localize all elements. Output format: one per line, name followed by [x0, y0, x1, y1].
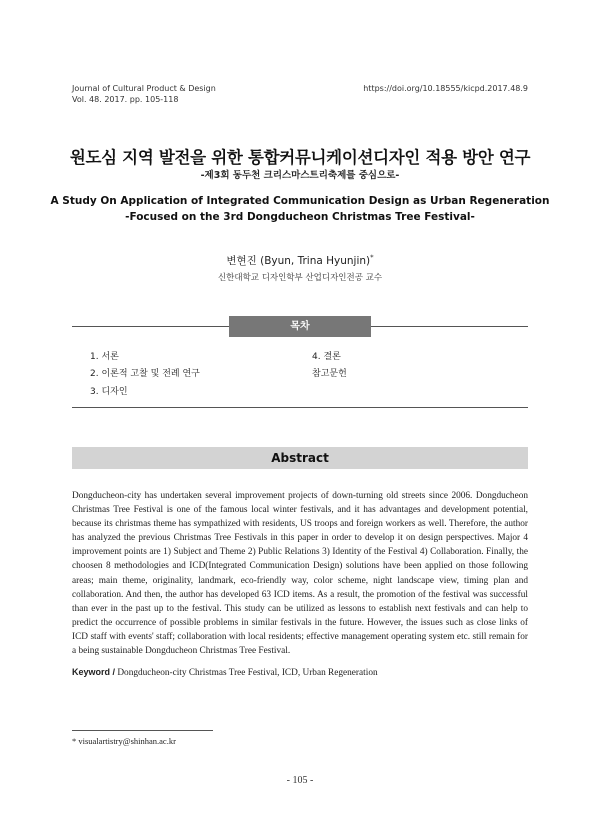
page-number: - 105 - — [286, 775, 314, 786]
abstract-heading: Abstract — [72, 447, 528, 469]
journal-name: Journal of Cultural Product & Design — [72, 84, 216, 93]
table-of-contents — [72, 326, 528, 408]
toc-item: 3. 디자인 — [90, 387, 128, 397]
author-line — [0, 253, 600, 268]
toc-item: 4. 결론 — [312, 352, 341, 362]
toc-item: 참고문헌 — [312, 369, 347, 379]
toc-item: 1. 서론 — [90, 352, 119, 362]
paper-subtitle-korean: -제3회 동두천 크리스마스트리축제를 중심으로- — [200, 170, 400, 181]
paper-subtitle-english: -Focused on the 3rd Dongducheon Christmas Tree Festival- — [125, 211, 475, 223]
footnote-divider — [72, 730, 213, 731]
journal-volume: Vol. 48. 2017. pp. 105-118 — [72, 95, 179, 104]
paper-title-korean: 원도심 지역 발전을 위한 통합커뮤니케이션디자인 적용 방안 연구 — [69, 148, 531, 167]
author-email-footnote: * visualartistry@shinhan.ac.kr — [72, 736, 176, 746]
abstract-body: Dongducheon-city has undertaken several improvement projects of down-turning old streets since 2006. Dongducheon Christmas Tree Festival is one of the famous local winter festivals, and it has advantages and development potential, because its christmas theme has sympathized with residents, US troops and foreign workers as well. Therefore, the author has analyzed the previous Christmas Tree Festivals in this paper in order to develop it on design perspectives. Major 4 improvement points are 1) Subject and Theme 2) Public Relations 3) Identity of the Festival 4) Collaboration. Finally, the choosen 8 methodologies and ICD(Integrated Communication Design) solutions have been applied on those following areas; main theme, originality, landmark, eco-friendly way, color scheme, night landscape view, timing plan and collaboration. And then, the author has developed 63 ICD items. As a result, the promotion of the festival was successful than ever in the past up to the festival. This study can be utilized as lessons to establish next festivals and can help to predict the occurrence of possible problems in similar festivals in the future. However, the issues such as close links of ICD staff with events' staff; collaboration with local residents; effective management operating system etc. still remain for a being sustainable Dongducheon Christmas Tree Festival. — [72, 491, 528, 657]
toc-title: 목차 — [229, 316, 371, 337]
keyword-line — [72, 667, 528, 678]
author-footnote-mark: * — [370, 253, 374, 262]
author-name: 변현진 (Byun, Trina Hyunjin) — [226, 255, 371, 267]
toc-item: 2. 이론적 고찰 및 전례 연구 — [90, 369, 200, 379]
author-affiliation: 신한대학교 디자인학부 산업디자인전공 교수 — [217, 273, 383, 283]
doi-link[interactable]: https://doi.org/10.18555/kicpd.2017.48.9 — [363, 84, 528, 93]
paper-title-english: A Study On Application of Integrated Communication Design as Urban Regeneration — [50, 195, 550, 207]
keyword-label: Keyword / — [72, 667, 116, 677]
keyword-text: Dongducheon-city Christmas Tree Festival, ICD, Urban Regeneration — [117, 668, 378, 678]
